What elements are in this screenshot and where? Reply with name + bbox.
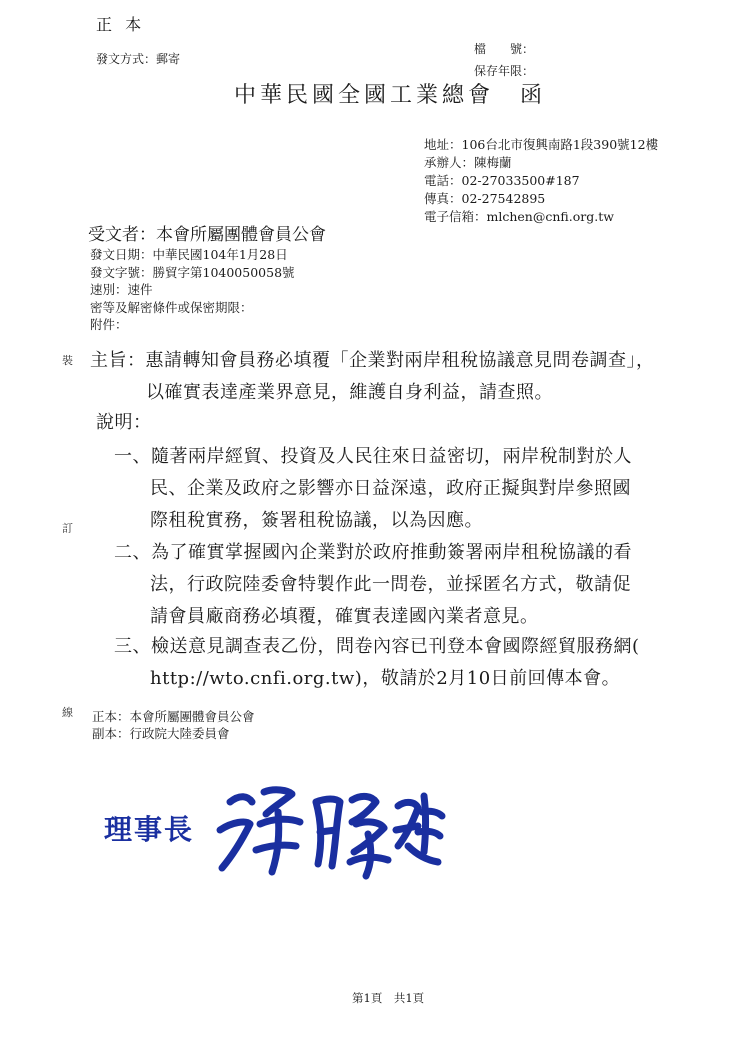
item-1-line-1: 一、隨著兩岸經貿、投資及人民往來日益密切，兩岸稅制對於人 [114,446,632,467]
document-title: 中華民國全國工業總會 函 [234,83,547,108]
contact-phone: 電話：02-27033500#187 [424,173,580,188]
contact-officer: 承辦人：陳梅蘭 [424,155,512,170]
item-1-line-3: 際租稅實務，簽署租稅協議，以為因應。 [150,510,483,531]
margin-mark-staple: 訂 [62,522,73,535]
issue-date: 發文日期：中華民國104年1月28日 [90,247,288,262]
speed-class: 速別：速件 [90,282,153,297]
item-2-line-3: 請會員廠商務必填覆，確實表達國內業者意見。 [150,606,539,627]
signature-title: 理事長 [104,813,195,846]
margin-mark-bind: 裝 [62,354,73,367]
meta-block [90,246,295,334]
item-3-line-2: http://wto.cnfi.org.tw)，敬請於2月10日前回傳本會。 [150,668,621,689]
confidentiality: 密等及解密條件或保密期限： [90,299,253,315]
contact-email: 電子信箱：mlchen@cnfi.org.tw [424,209,614,224]
contact-fax: 傳真：02-27542895 [424,191,546,206]
item-2-line-2: 法，行政院陸委會特製作此一問卷，並採匿名方式，敬請促 [150,574,631,595]
explanation-label: 說明： [96,412,152,433]
distribution-original: 正本：本會所屬團體會員公會 [92,709,255,724]
contact-block [424,136,658,226]
contact-address: 地址：106台北市復興南路1段390號12樓 [424,137,659,152]
page-footer: 第1頁 共1頁 [352,991,425,1005]
attachments: 附件： [90,317,128,332]
file-number-label: 檔 號： [474,42,535,56]
document-number: 發文字號：勝貿字第1040050058號 [90,264,295,280]
subject-line-1: 主旨：惠請轉知會員務必填覆「企業對兩岸租稅協議意見問卷調查」， [90,350,655,371]
copy-label: 正 本 [96,15,146,34]
subject-line-2: 以確實表達產業界意見，維護自身利益，請查照。 [146,382,553,403]
signature [212,772,448,882]
recipient: 受文者：本會所屬團體會員公會 [88,225,326,245]
send-method: 發文方式：郵寄 [96,52,181,66]
distribution-copy: 副本：行政院大陸委員會 [92,726,230,741]
item-3-line-1: 三、檢送意見調查表乙份，問卷內容已刊登本會國際經貿服務網( [114,636,640,657]
margin-mark-line: 線 [62,706,73,719]
retention-label: 保存年限： [474,64,535,78]
distribution-block [92,708,255,742]
item-2-line-1: 二、為了確實掌握國內企業對於政府推動簽署兩岸租稅協議的看 [114,542,632,563]
item-1-line-2: 民、企業及政府之影響亦日益深遠，政府正擬與對岸參照國 [150,478,631,499]
